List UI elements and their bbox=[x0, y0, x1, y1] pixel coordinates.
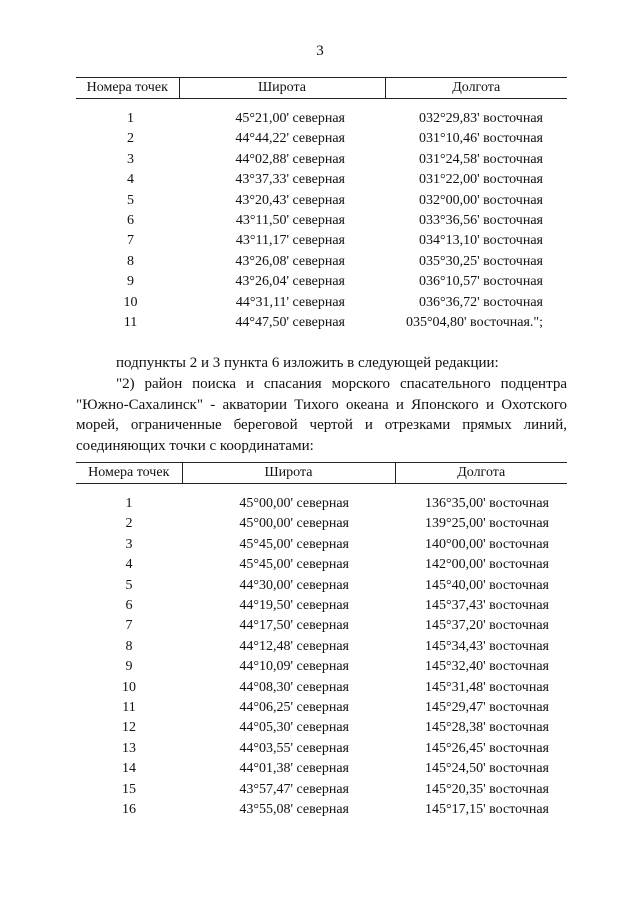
point-number-cell: 11 bbox=[123, 315, 138, 331]
page-number: 3 bbox=[316, 43, 324, 59]
point-number-cell: 5 bbox=[125, 577, 133, 593]
point-number-cell: 4 bbox=[127, 172, 134, 188]
table-row bbox=[76, 313, 567, 333]
longitude-cell: 031°10,46' восточная bbox=[419, 131, 543, 147]
point-number-cell: 11 bbox=[122, 700, 136, 716]
table-row bbox=[76, 616, 567, 636]
header-point-number: Номера точек bbox=[76, 463, 182, 484]
table-row bbox=[76, 800, 567, 820]
table-row bbox=[76, 535, 567, 555]
table-row bbox=[76, 739, 567, 759]
coordinates-table-1 bbox=[76, 77, 567, 333]
latitude-cell: 43°55,08' северная bbox=[239, 802, 349, 818]
longitude-cell: 145°28,38' восточная bbox=[425, 720, 549, 736]
header-latitude: Широта bbox=[182, 463, 395, 484]
search-rescue-area-description: "2) район поиска и спасания морского спасательного подцентра "Южно-Сахалинск" - акватории Тихого океана и Японского и Охотского морей, ограниченные береговой чертой и отрезками прямых линий, соединяющих точки с координатами: bbox=[76, 376, 567, 454]
latitude-cell: 44°44,22' северная bbox=[235, 131, 345, 147]
longitude-cell: 145°29,47' восточная bbox=[425, 700, 549, 716]
latitude-cell: 43°26,04' северная bbox=[235, 274, 345, 290]
longitude-cell: 032°00,00' восточная bbox=[419, 192, 543, 208]
latitude-cell: 44°05,30' северная bbox=[239, 720, 349, 736]
latitude-cell: 43°11,50' северная bbox=[235, 213, 345, 229]
table-row bbox=[76, 637, 567, 657]
table-row bbox=[76, 698, 567, 718]
point-number-cell: 8 bbox=[125, 638, 133, 654]
point-number-cell: 10 bbox=[123, 294, 138, 310]
latitude-cell: 44°12,48' северная bbox=[239, 638, 349, 654]
amendment-instruction: подпункты 2 и 3 пункта 6 изложить в следующей редакции: bbox=[116, 355, 499, 371]
point-number-cell: 8 bbox=[127, 253, 134, 269]
point-number-cell: 3 bbox=[125, 536, 133, 552]
latitude-cell: 44°47,50' северная bbox=[235, 315, 345, 331]
longitude-cell: 145°37,20' восточная bbox=[425, 618, 549, 634]
table-row bbox=[76, 170, 567, 190]
table-row bbox=[76, 514, 567, 534]
table-row bbox=[76, 191, 567, 211]
table-row bbox=[76, 293, 567, 313]
table-row bbox=[76, 576, 567, 596]
point-number-cell: 14 bbox=[122, 761, 136, 777]
longitude-cell: 145°37,43' восточная bbox=[425, 598, 549, 614]
latitude-cell: 44°10,09' северная bbox=[239, 659, 349, 675]
point-number-cell: 9 bbox=[125, 659, 133, 675]
latitude-cell: 45°45,00' северная bbox=[239, 557, 349, 573]
longitude-cell: 035°30,25' восточная bbox=[419, 253, 543, 269]
longitude-cell: 034°13,10' восточная bbox=[419, 233, 543, 249]
latitude-cell: 45°21,00' северная bbox=[235, 111, 345, 126]
latitude-cell: 44°03,55' северная bbox=[239, 740, 349, 756]
header-point-number: Номера точек bbox=[76, 78, 179, 99]
latitude-cell: 45°00,00' северная bbox=[239, 496, 349, 511]
table-row bbox=[76, 129, 567, 149]
table-row bbox=[76, 150, 567, 170]
table-row bbox=[76, 780, 567, 800]
longitude-cell: 036°36,72' восточная bbox=[419, 294, 543, 310]
latitude-cell: 44°30,00' северная bbox=[239, 577, 349, 593]
longitude-cell: 036°10,57' восточная bbox=[419, 274, 543, 290]
point-number-cell: 16 bbox=[122, 802, 136, 818]
longitude-cell: 145°20,35' восточная bbox=[425, 781, 549, 797]
table-header-row bbox=[76, 463, 567, 484]
point-number-cell: 13 bbox=[122, 740, 136, 756]
point-number-cell: 1 bbox=[127, 111, 134, 126]
latitude-cell: 44°01,38' северная bbox=[239, 761, 349, 777]
latitude-cell: 43°11,17' северная bbox=[235, 233, 345, 249]
table-row bbox=[76, 657, 567, 677]
point-number-cell: 6 bbox=[125, 598, 133, 614]
longitude-cell: 145°31,48' восточная bbox=[425, 679, 549, 695]
table-row bbox=[76, 272, 567, 292]
longitude-cell: 145°24,50' восточная bbox=[425, 761, 549, 777]
point-number-cell: 2 bbox=[127, 131, 134, 147]
point-number-cell: 6 bbox=[127, 213, 134, 229]
longitude-cell: 140°00,00' восточная bbox=[425, 536, 549, 552]
point-number-cell: 7 bbox=[127, 233, 134, 249]
table-body bbox=[76, 484, 567, 821]
latitude-cell: 44°31,11' северная bbox=[235, 294, 345, 310]
point-number-cell: 9 bbox=[127, 274, 134, 290]
longitude-cell: 145°26,45' восточная bbox=[425, 740, 549, 756]
table-header-row bbox=[76, 78, 567, 99]
longitude-cell: 142°00,00' восточная bbox=[425, 557, 549, 573]
header-longitude: Долгота bbox=[395, 463, 567, 484]
point-number-cell: 5 bbox=[127, 192, 134, 208]
point-number-cell: 10 bbox=[122, 679, 136, 695]
point-number-cell: 1 bbox=[125, 496, 133, 511]
table-row bbox=[76, 759, 567, 779]
table-row bbox=[76, 678, 567, 698]
latitude-cell: 45°45,00' северная bbox=[239, 536, 349, 552]
latitude-cell: 43°57,47' северная bbox=[239, 781, 349, 797]
table-body bbox=[76, 99, 567, 334]
table-row bbox=[76, 555, 567, 575]
table-row bbox=[76, 718, 567, 738]
longitude-cell: 145°34,43' восточная bbox=[425, 638, 549, 654]
point-number-cell: 3 bbox=[127, 151, 134, 167]
latitude-cell: 44°06,25' северная bbox=[239, 700, 349, 716]
latitude-cell: 43°37,33' северная bbox=[235, 172, 345, 188]
longitude-cell: 035°04,80' восточная."; bbox=[405, 315, 543, 331]
longitude-cell: 031°22,00' восточная bbox=[419, 172, 543, 188]
latitude-cell: 43°20,43' северная bbox=[235, 192, 345, 208]
latitude-cell: 44°17,50' северная bbox=[239, 618, 349, 634]
point-number-cell: 12 bbox=[122, 720, 136, 736]
latitude-cell: 43°26,08' северная bbox=[235, 253, 345, 269]
point-number-cell: 2 bbox=[125, 516, 133, 532]
latitude-cell: 45°00,00' северная bbox=[239, 516, 349, 532]
table-row bbox=[76, 252, 567, 272]
longitude-cell: 145°32,40' восточная bbox=[425, 659, 549, 675]
table-row bbox=[76, 109, 567, 129]
longitude-cell: 136°35,00' восточная bbox=[425, 496, 549, 511]
table-row bbox=[76, 211, 567, 231]
table-row bbox=[76, 494, 567, 514]
longitude-cell: 032°29,83' восточная bbox=[419, 111, 543, 126]
point-number-cell: 7 bbox=[125, 618, 133, 634]
longitude-cell: 139°25,00' восточная bbox=[425, 516, 549, 532]
longitude-cell: 145°17,15' восточная bbox=[425, 802, 549, 818]
latitude-cell: 44°19,50' северная bbox=[239, 598, 349, 614]
table-row bbox=[76, 596, 567, 616]
coordinates-table-2 bbox=[76, 462, 567, 821]
point-number-cell: 15 bbox=[122, 781, 136, 797]
longitude-cell: 031°24,58' восточная bbox=[419, 151, 543, 167]
longitude-cell: 033°36,56' восточная bbox=[419, 213, 543, 229]
longitude-cell: 145°40,00' восточная bbox=[425, 577, 549, 593]
latitude-cell: 44°02,88' северная bbox=[235, 151, 345, 167]
table-row bbox=[76, 231, 567, 251]
header-longitude: Долгота bbox=[385, 78, 567, 99]
point-number-cell: 4 bbox=[125, 557, 133, 573]
latitude-cell: 44°08,30' северная bbox=[239, 679, 349, 695]
header-latitude: Широта bbox=[179, 78, 385, 99]
